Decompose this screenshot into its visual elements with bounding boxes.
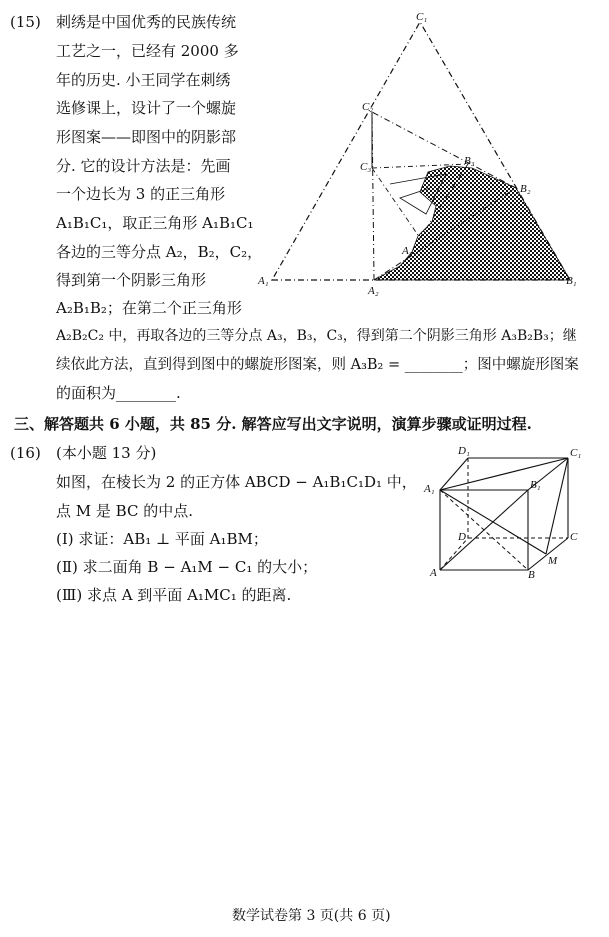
label-C1: C₁ <box>416 11 428 23</box>
cube-label-M: M <box>548 555 558 567</box>
page-footer: 数学试卷第 3 页(共 6 页) <box>232 908 391 924</box>
q15-line-13: 续依此方法，直到得到图中的螺旋形图案，则 A₃B₂ = ________；图中螺旋形图案 <box>56 357 579 373</box>
q16-line-2: 点 M 是 BC 的中点. <box>56 502 193 520</box>
q16-number: (16) <box>10 444 41 462</box>
label-B3: B₃ <box>464 155 475 167</box>
label-B2: B₂ <box>520 183 531 195</box>
q15-spiral-figure <box>240 8 580 308</box>
q15-line-14: 的面积为________. <box>56 384 181 402</box>
q15-line-11: A₂B₁B₂；在第二个正三角形 <box>56 299 242 317</box>
q15-line-10: 得到第一个阴影三角形 <box>56 271 207 289</box>
q15-line-7: 一个边长为 3 的正三角形 <box>56 185 226 203</box>
q15-line-9: 各边的三等分点 A₂，B₂，C₂， <box>56 243 263 261</box>
q15-line-12: A₂B₂C₂ 中，再取各边的三等分点 A₃，B₃，C₃，得到第二个阴影三角形 A₃B₂B₃；继 <box>56 328 577 344</box>
cube-label-A: A <box>430 567 437 579</box>
q16-line-1: 如图，在棱长为 2 的正方体 ABCD − A₁B₁C₁D₁ 中， <box>56 473 417 491</box>
edge-A1-D1 <box>440 458 468 490</box>
cube-label-A1: A₁ <box>424 483 435 495</box>
label-A3: A₃ <box>402 245 413 257</box>
q16-cube-figure <box>420 440 590 580</box>
q15-line-2: 工艺之一，已经有 2000 多 <box>56 42 239 60</box>
q15-line-8: A₁B₁C₁，取正三角形 A₁B₁C₁ <box>56 214 254 232</box>
label-C3: C₃ <box>360 161 372 173</box>
label-A1: A₁ <box>258 275 269 287</box>
q16-line-3: (Ⅰ) 求证：AB₁ ⊥ 平面 A₁BM； <box>56 530 268 548</box>
label-B1: B₁ <box>566 275 577 287</box>
cube-label-D1: D₁ <box>458 445 470 457</box>
label-A2: A₂ <box>368 285 379 297</box>
cube-label-C: C <box>570 531 578 543</box>
q15-line-5: 形图案——即图中的阴影部 <box>56 128 237 146</box>
q15-number: (15) <box>10 13 41 31</box>
q16-line-5: (Ⅲ) 求点 A 到平面 A₁MC₁ 的距离. <box>56 586 292 604</box>
cube-label-B1: B₁ <box>530 479 541 491</box>
cube-label-B: B <box>528 569 535 581</box>
cube-label-D: D <box>458 531 466 543</box>
q16-points: (本小题 13 分) <box>56 444 157 462</box>
q16-line-4: (Ⅱ) 求二面角 B − A₁M − C₁ 的大小； <box>56 558 318 576</box>
shaded-spiral-region <box>374 166 570 280</box>
label-C2: C₂ <box>362 101 374 113</box>
cube-label-C1: C₁ <box>570 447 582 459</box>
q15-line-3: 年的历史. 小王同学在刺绣 <box>56 71 231 89</box>
q15-line-1: 刺绣是中国优秀的民族传统 <box>56 13 237 31</box>
q15-line-6: 分. 它的设计方法是：先画 <box>56 157 231 175</box>
section-3-heading: 三、解答题共 6 小题，共 85 分. 解答应写出文字说明，演算步骤或证明过程. <box>14 415 532 433</box>
q15-line-4: 选修课上，设计了一个螺旋 <box>56 99 237 117</box>
